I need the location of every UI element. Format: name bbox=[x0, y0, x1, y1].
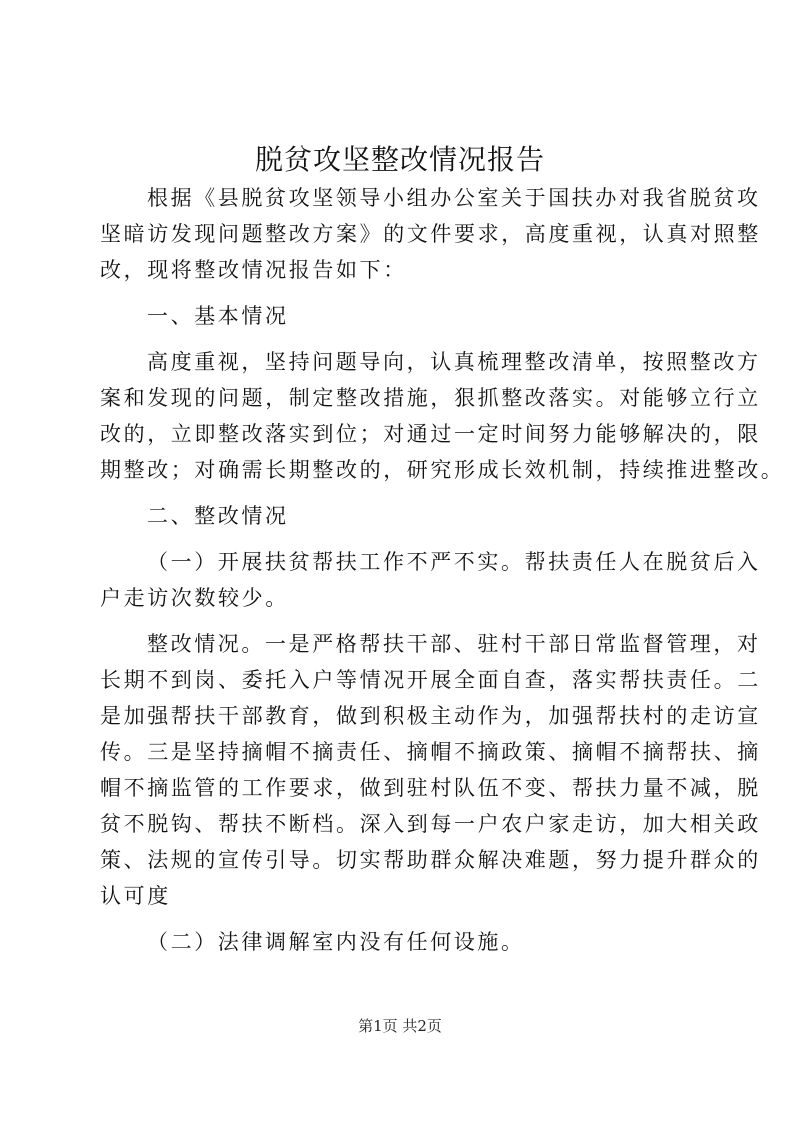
text-line: 户走访次数较少。 bbox=[100, 586, 289, 610]
section-heading-rectification bbox=[100, 498, 700, 534]
text-line: 传。三是坚持摘帽不摘责任、摘帽不摘政策、摘帽不摘帮扶、摘 bbox=[100, 740, 761, 764]
text-line: 案和发现的问题，制定整改措施，狠抓整改落实。对能够立行立 bbox=[100, 386, 761, 410]
text-line: 二、整改情况 bbox=[147, 504, 289, 528]
text-line: 策、法规的宣传引导。切实帮助群众解决难题，努力提升群众的 bbox=[100, 848, 761, 872]
text-line: 高度重视，坚持问题导向，认真梳理整改清单，按照整改方 bbox=[147, 350, 761, 374]
text-line: 一、基本情况 bbox=[147, 304, 289, 328]
text-line: 是加强帮扶干部教育，做到积极主动作为，加强帮扶村的走访宣 bbox=[100, 704, 761, 728]
subsection-two bbox=[100, 924, 700, 960]
text-line: 认可度 bbox=[100, 884, 171, 908]
paragraph-intro bbox=[100, 180, 761, 288]
page-footer: 第1页 共2页 bbox=[358, 1017, 442, 1035]
section-heading-basic bbox=[100, 298, 700, 334]
paragraph-rectification-details bbox=[100, 626, 761, 914]
text-line: 改，现将整改情况报告如下： bbox=[100, 258, 407, 282]
text-line: 整改情况。一是严格帮扶干部、驻村干部日常监督管理，对 bbox=[147, 632, 761, 656]
text-line: 期整改；对确需长期整改的，研究形成长效机制，持续推进整改。 bbox=[100, 458, 785, 482]
text-line: 坚暗访发现问题整改方案》的文件要求，高度重视，认真对照整 bbox=[100, 222, 761, 246]
subsection-one bbox=[100, 544, 761, 616]
text-line: （一）开展扶贫帮扶工作不严不实。帮扶责任人在脱贫后入 bbox=[147, 550, 761, 574]
document-body bbox=[100, 180, 785, 960]
text-line: （二）法律调解室内没有任何设施。 bbox=[147, 930, 525, 954]
text-line: 根据《县脱贫攻坚领导小组办公室关于国扶办对我省脱贫攻 bbox=[147, 186, 761, 210]
document-title: 脱贫攻坚整改情况报告 bbox=[254, 143, 545, 176]
paragraph-basic-situation bbox=[100, 344, 785, 488]
text-line: 贫不脱钩、帮扶不断档。深入到每一户农户家走访，加大相关政 bbox=[100, 812, 761, 836]
text-line: 改的，立即整改落实到位；对通过一定时间努力能够解决的，限 bbox=[100, 422, 761, 446]
text-line: 长期不到岗、委托入户等情况开展全面自查，落实帮扶责任。二 bbox=[100, 668, 761, 692]
text-line: 帽不摘监管的工作要求，做到驻村队伍不变、帮扶力量不减，脱 bbox=[100, 776, 761, 800]
